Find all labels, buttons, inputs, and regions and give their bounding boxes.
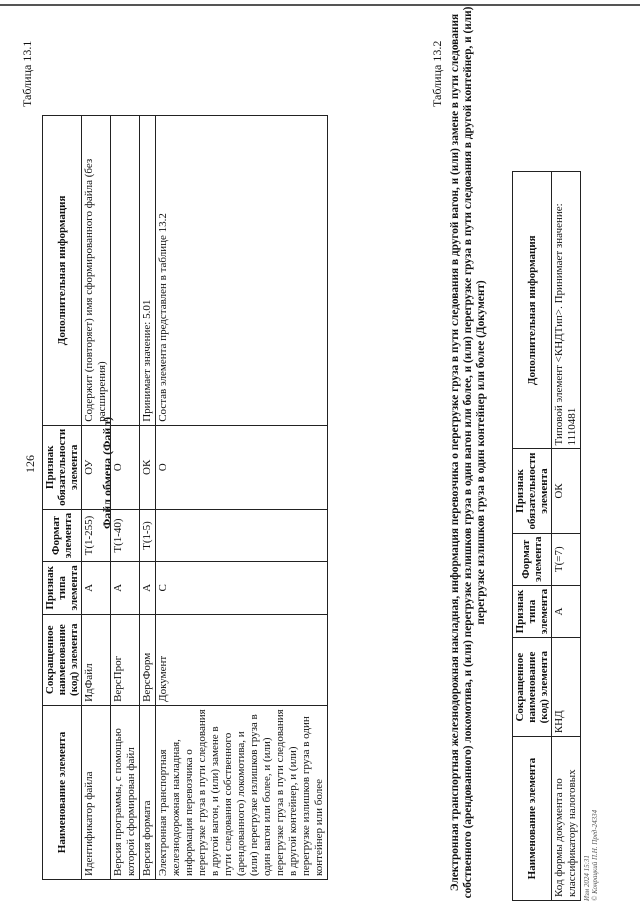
cell: Содержит (повторяет) имя сформированного файла (без расширения): [82, 116, 111, 426]
table-row: [111, 116, 140, 880]
table1-header-row: [43, 116, 82, 880]
cell: А: [552, 585, 581, 637]
cell: ВерсПрог: [111, 614, 140, 705]
cell: А: [111, 562, 140, 614]
cell: ОУ: [82, 425, 111, 509]
t1-h-name: Наименование элемента: [43, 705, 82, 879]
stamp-line: © Конрацкий П.Н. Пред-24334: [591, 809, 599, 901]
cell: Т(=7): [552, 533, 581, 585]
table-row: [140, 116, 156, 880]
table2: [512, 171, 581, 901]
t1-h-required: Признак обязательности элемента: [43, 425, 82, 509]
cell: [111, 116, 140, 426]
cell: Версия формата: [140, 705, 156, 879]
cell: ОК: [140, 425, 156, 509]
table-row: [552, 172, 581, 901]
table2-title: Электронная транспортная железнодорожная накладная, информация перевозчика о перегрузке груза в пути следования в другой вагон, и (или) замене в пути следования собственного (арендованного) локомотива, и (или) перегрузке излишков груза в один вагон или более, и (или) перегрузке груза в пути следования в другой контейнер, и (или) перегрузке излишков груза в один контейнер или более (Документ): [449, 6, 487, 899]
t1-h-format: Формат элемента: [43, 509, 82, 561]
t2-h-code: Сокращенное наименование (код) элемента: [513, 638, 552, 737]
cell: ОК: [552, 449, 581, 533]
t2-h-name: Наименование элемента: [513, 737, 552, 901]
t2-h-type: Признак типа элемента: [513, 585, 552, 637]
cell: Документ: [156, 614, 328, 705]
print-stamp: [583, 810, 599, 901]
cell: Код формы документа по классификатору налоговых: [552, 737, 581, 901]
cell: ВерсФорм: [140, 614, 156, 705]
table1-caption: Таблица 13.1: [20, 40, 34, 107]
cell: Состав элемента представлен в таблице 13.2: [156, 116, 328, 426]
table1: [42, 115, 328, 880]
cell: Типовой элемент <КНДТип>. Принимает значение: 1110481: [552, 172, 581, 449]
table-row: [156, 116, 328, 880]
table-row: [82, 116, 111, 880]
t2-h-format: Формат элемента: [513, 533, 552, 585]
cell: Т(1-40): [111, 509, 140, 561]
table2-header-row: [513, 172, 552, 901]
cell: С: [156, 562, 328, 614]
cell: А: [82, 562, 111, 614]
t1-h-code: Сокращенное наименование (код) элемента: [43, 614, 82, 705]
cell: Принимает значение: 5.01: [140, 116, 156, 426]
t1-h-info: Дополнительная информация: [43, 116, 82, 426]
cell: Т(1-5): [140, 509, 156, 561]
stamp-line: Изм 2024 15:31: [583, 855, 591, 901]
t2-h-required: Признак обязательности элемента: [513, 449, 552, 533]
table2-caption: Таблица 13.2: [430, 40, 444, 107]
cell: Версия программы, с помощью которой сформирован файл: [111, 705, 140, 879]
cell: О: [156, 425, 328, 509]
cell: [156, 509, 328, 561]
cell: Идентификатор файла: [82, 705, 111, 879]
t1-h-type: Признак типа элемента: [43, 562, 82, 614]
cell: Т(1-255): [82, 509, 111, 561]
table1-title: Файл обмена (Файл): [100, 416, 114, 529]
cell: Электронная транспортная железнодорожная накладная, информация перевозчика о перегрузке груза в пути следования в другой вагон, и (или) замене в пути следования собственного (арендованного) локомотива, и (или) перегрузке излишков груза в один вагон или более, и (или) перегрузке груза в пути следования в другой контейнер, и (или) перегрузке излишков груза в один контейнер или более: [156, 705, 328, 879]
cell: ИдФайл: [82, 614, 111, 705]
cell: КНД: [552, 638, 581, 737]
page-number: 126: [23, 455, 37, 473]
cell: А: [140, 562, 156, 614]
t2-h-info: Дополнительная информация: [513, 172, 552, 449]
cell: О: [111, 425, 140, 509]
